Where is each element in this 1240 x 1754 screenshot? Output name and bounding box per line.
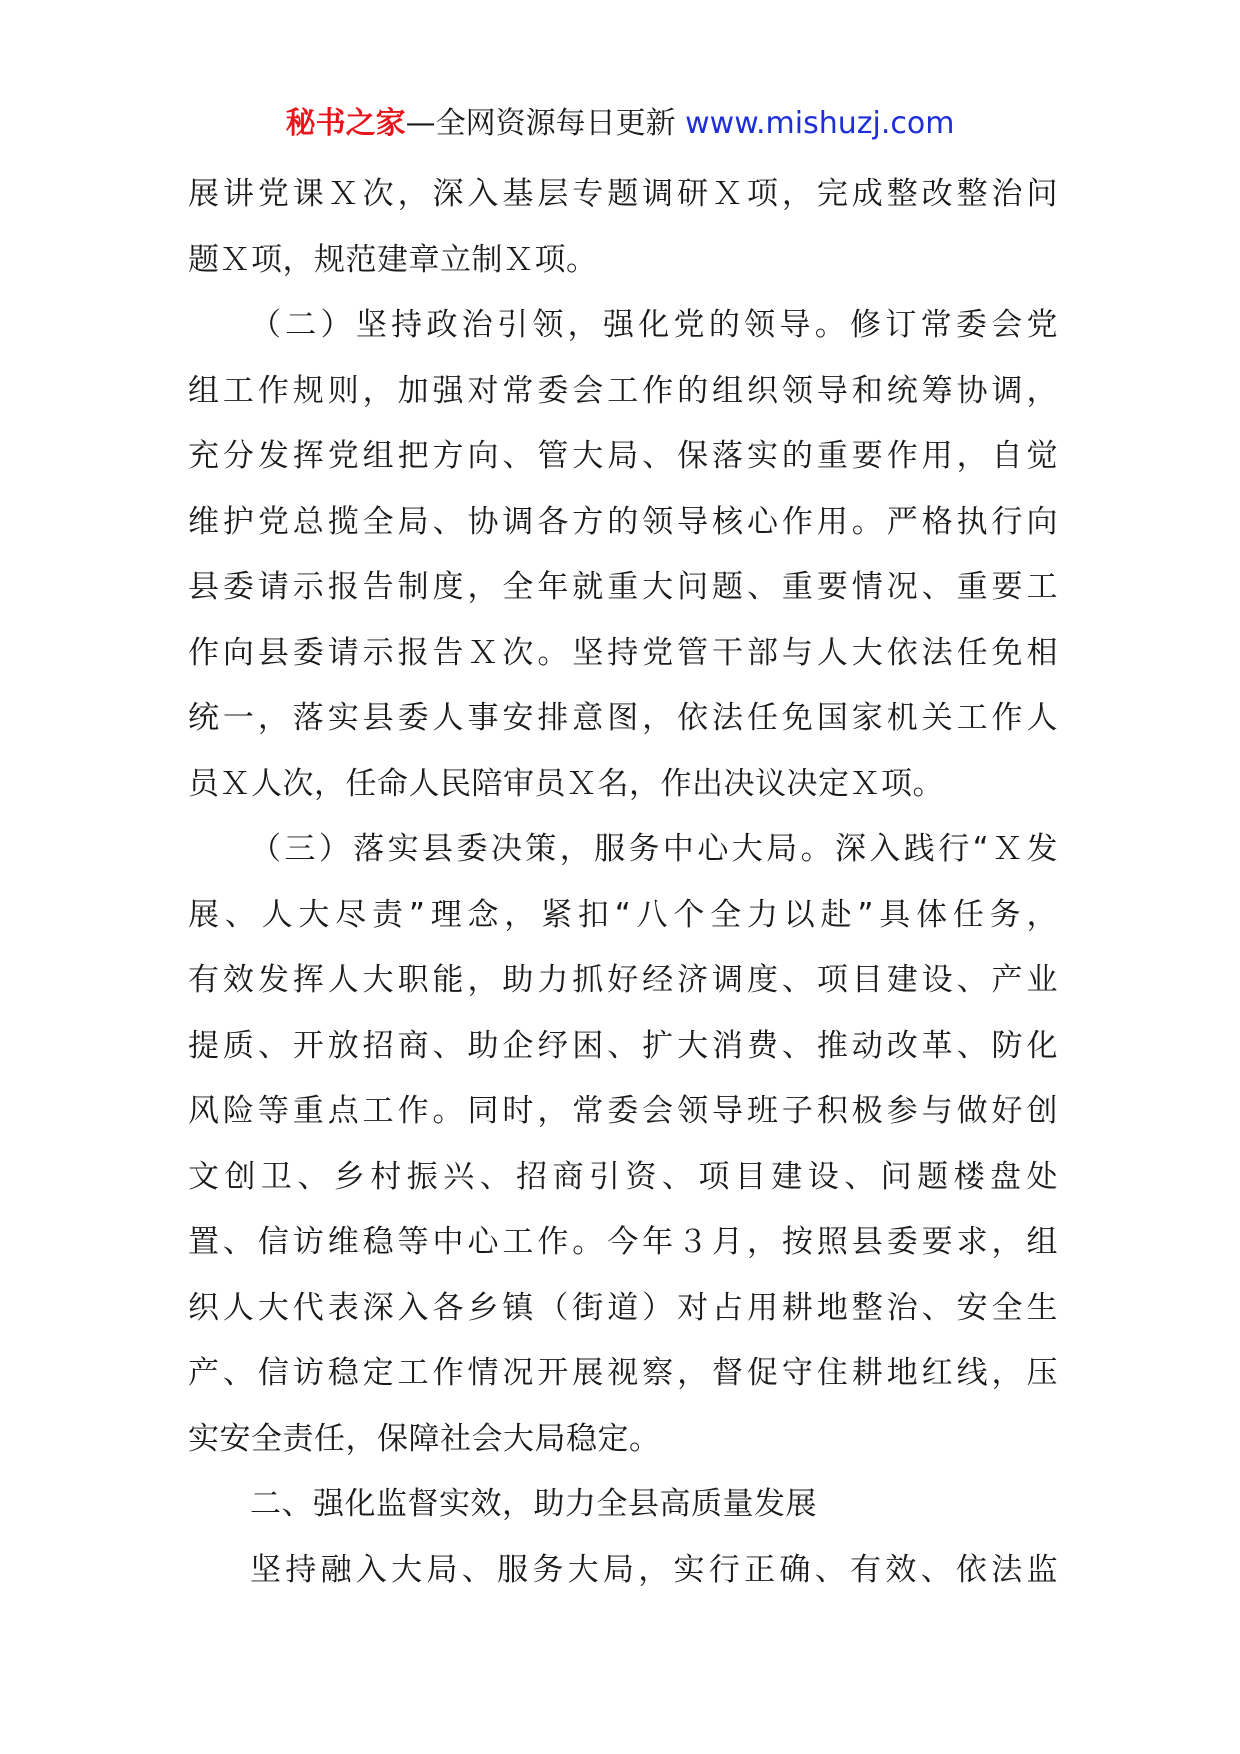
brand-name: 秘书之家 [285,106,406,141]
text-line: 织人大代表深入各乡镇（街道）对占用耕地整治、安全生 [188,1289,1058,1326]
text-line: 维护党总揽全局、协调各方的领导核心作用。严格执行向 [188,503,1058,540]
text-line: 文创卫、乡村振兴、招商引资、项目建设、问题楼盘处 [188,1158,1058,1195]
text-line: 统一，落实县委人事安排意图，依法任免国家机关工作人 [188,700,1058,736]
document-body [188,162,1058,1603]
text-line: 有效发挥人大职能，助力抓好经济调度、项目建设、产业 [188,962,1058,998]
text-line: 提质、开放招商、助企纾困、扩大消费、推动改革、防化 [188,1027,1058,1064]
text-line: 题Ｘ项，规范建章立制Ｘ项。 [188,241,598,278]
text-line: 作向县委请示报告Ｘ次。坚持党管干部与人大依法任免相 [188,634,1058,671]
text-line: （三）落实县委决策，服务中心大局。深入践行“Ｘ发 [250,831,1058,867]
text-line: 风险等重点工作。同时，常委会领导班子积极参与做好创 [188,1093,1058,1129]
text-line: 展、人大尽责”理念，紧扣“八个全力以赴”具体任务， [188,896,1058,933]
text-line: 产、信访稳定工作情况开展视察，督促守住耕地红线，压 [188,1355,1058,1391]
text-line: （二）坚持政治引领，强化党的领导。修订常委会党 [250,307,1058,343]
text-line: 员Ｘ人次，任命人民陪审员Ｘ名，作出决议决定Ｘ项。 [188,765,944,802]
text-line: 组工作规则，加强对常委会工作的组织领导和统筹协调， [188,372,1058,409]
text-line: 充分发挥党组把方向、管大局、保落实的重要作用，自觉 [188,438,1058,474]
text-line: 置、信访维稳等中心工作。今年３月，按照县委要求，组 [188,1224,1058,1260]
page-header [0,104,1240,144]
site-url-link[interactable]: www.mishuzj.com [685,106,955,141]
text-line: 县委请示报告制度，全年就重大问题、重要情况、重要工 [188,569,1058,605]
text-line: 实安全责任，保障社会大局稳定。 [188,1420,661,1457]
text-line: 坚持融入大局、服务大局，实行正确、有效、依法监 [250,1551,1058,1588]
header-tagline: —全网资源每日更新 [405,106,686,141]
text-line: 二、强化监督实效，助力全县高质量发展 [250,1486,817,1522]
text-line: 展讲党课Ｘ次，深入基层专题调研Ｘ项，完成整改整治问 [188,176,1058,212]
